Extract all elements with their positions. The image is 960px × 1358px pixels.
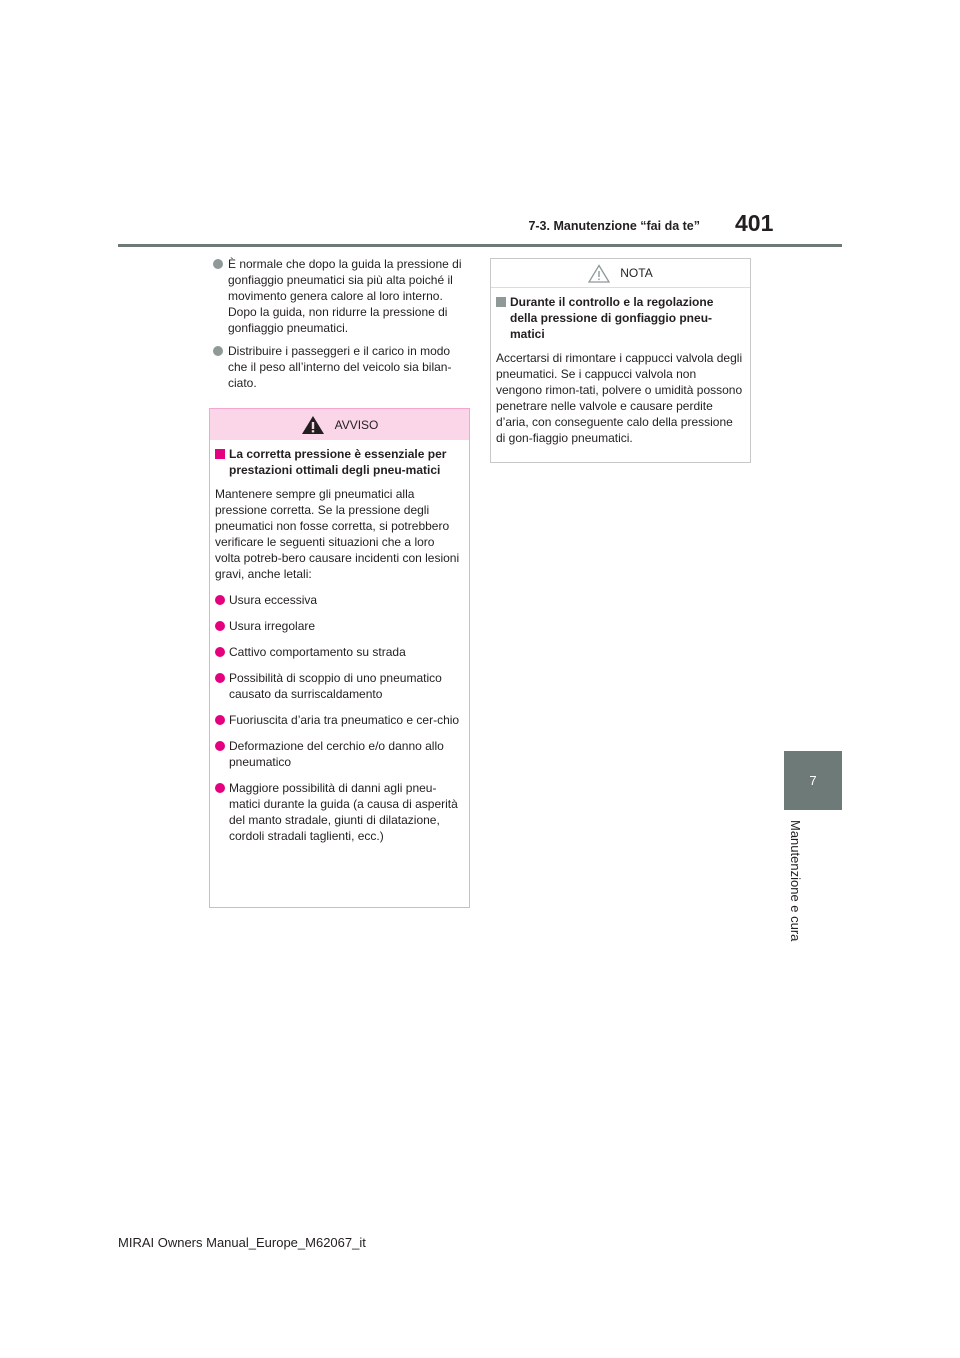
bullet-text: Usura irregolare bbox=[229, 619, 316, 633]
warning-box bbox=[209, 408, 470, 908]
footer-label: MIRAI Owners Manual_Europe_M62067_it bbox=[118, 1235, 366, 1250]
bullet-text: Fuoriuscita d’aria tra pneumatico e cer-chio bbox=[229, 713, 460, 727]
square-bullet-icon bbox=[496, 297, 506, 307]
bullet-dot-icon bbox=[215, 621, 225, 631]
bullet-text: È normale che dopo la guida la pressione di gonfiaggio pneumatici sia più alta poiché il movimento genera calore al loro interno. Dopo la guida, non ridurre la pressione di gonfiaggio pneumatici. bbox=[228, 257, 462, 335]
warning-heading-text: La corretta pressione è essenziale per prestazioni ottimali degli pneu-matici bbox=[229, 447, 447, 477]
list-item bbox=[215, 712, 463, 728]
note-title: NOTA bbox=[620, 266, 653, 280]
bullet-text: Maggiore possibilità di danni agli pneu-matici durante la guida (a causa di asperità del manto stradale, giunti di dilatazione, cordoli stradali taglienti, ecc.) bbox=[229, 781, 458, 843]
bullet-dot-icon bbox=[215, 715, 225, 725]
chapter-title: Manutenzione e cura bbox=[788, 820, 803, 942]
note-body bbox=[491, 288, 750, 446]
list-item bbox=[215, 592, 463, 608]
caution-triangle-icon bbox=[588, 264, 610, 283]
bullet-text: Distribuire i passeggeri e il carico in modo che il peso all’interno del veicolo sia bilan-ciato. bbox=[228, 344, 452, 390]
list-item bbox=[215, 670, 463, 702]
page-number: 401 bbox=[735, 210, 774, 236]
section-heading: 7-3. Manutenzione “fai da te” bbox=[528, 219, 700, 233]
bullet-dot-icon bbox=[215, 673, 225, 683]
chapter-number: 7 bbox=[809, 773, 817, 788]
square-bullet-icon bbox=[215, 449, 225, 459]
list-item bbox=[210, 256, 472, 336]
bullet-text: Deformazione del cerchio e/o danno allo pneumatico bbox=[229, 739, 444, 769]
header-divider bbox=[118, 244, 842, 247]
note-heading bbox=[496, 294, 744, 342]
list-item bbox=[215, 644, 463, 660]
note-box bbox=[490, 258, 751, 463]
bullet-text: Cattivo comportamento su strada bbox=[229, 645, 406, 659]
bullet-dot-icon bbox=[215, 741, 225, 751]
bullet-dot-icon bbox=[213, 346, 223, 356]
bullet-dot-icon bbox=[213, 259, 223, 269]
chapter-tab[interactable] bbox=[784, 751, 842, 810]
warning-title: AVVISO bbox=[334, 418, 379, 432]
bullet-dot-icon bbox=[215, 647, 225, 657]
list-item bbox=[215, 780, 463, 844]
main-bullet-list bbox=[210, 256, 472, 398]
note-heading-text: Durante il controllo e la regolazione della pressione di gonfiaggio pneu-matici bbox=[510, 295, 714, 341]
note-header bbox=[491, 259, 750, 288]
warning-heading bbox=[215, 446, 463, 478]
warning-header bbox=[210, 409, 469, 440]
warning-paragraph: Mantenere sempre gli pneumatici alla pressione corretta. Se la pressione degli pneumatici non fosse corretta, si potrebbero verificare le seguenti situazioni che a loro volta potreb-bero causare incidenti con lesioni gravi, anche letali: bbox=[215, 487, 460, 581]
bullet-text: Usura eccessiva bbox=[229, 593, 318, 607]
bullet-dot-icon bbox=[215, 783, 225, 793]
bullet-text: Possibilità di scoppio di uno pneumatico causato da surriscaldamento bbox=[229, 671, 442, 701]
warning-triangle-icon bbox=[301, 415, 325, 435]
note-paragraph: Accertarsi di rimontare i cappucci valvola degli pneumatici. Se i cappucci valvola non vengono rimon-tati, polvere o umidità possono penetrare nelle valvole e causare perdite d’aria, con conseguente calo della pressione di gon-fiaggio pneumatici. bbox=[496, 351, 743, 445]
warning-body bbox=[210, 440, 469, 844]
list-item bbox=[210, 343, 472, 391]
list-item bbox=[215, 618, 463, 634]
list-item bbox=[215, 738, 463, 770]
bullet-dot-icon bbox=[215, 595, 225, 605]
